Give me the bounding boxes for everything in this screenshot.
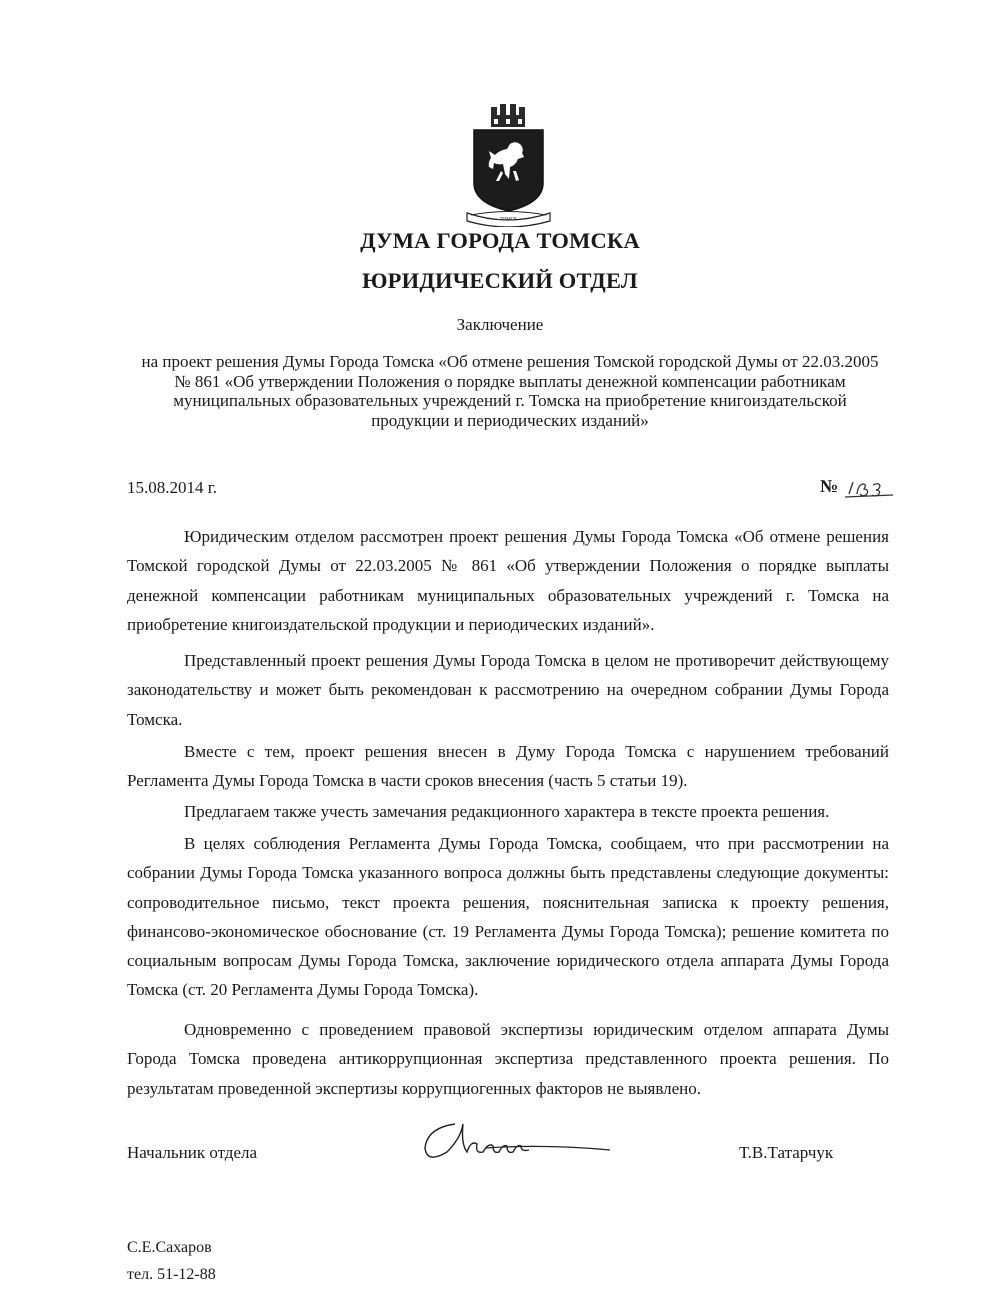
document-type: Заключение: [456, 315, 544, 334]
handwritten-number: [843, 476, 895, 498]
signatory-name: Т.В.Татарчук: [739, 1143, 834, 1162]
document-date: 15.08.2014 г.: [127, 478, 218, 497]
crest-motto: ТОМСК: [499, 217, 518, 223]
paragraph-4: Предлагаем также учесть замечания редакционного характера в тексте проекта решения.: [184, 802, 830, 821]
signatory-position: Начальник отдела: [127, 1143, 258, 1162]
organization-title: ДУМА ГОРОДА ТОМСКА: [360, 228, 640, 253]
paragraph-2: Представленный проект решения Думы Города Томска в целом не противоречит действующему законодательству и может быть рекомендован к рассмотрению на очередном собрании Думы Города Томска.: [127, 651, 889, 729]
executor-phone: тел. 51-12-88: [127, 1266, 216, 1283]
number-label: №: [820, 476, 839, 496]
executor-name: С.Е.Сахаров: [127, 1239, 212, 1256]
paragraph-6: Одновременно с проведением правовой экспертизы юридическим отделом аппарата Думы Города Томска проведена антикоррупционная экспертиза представленного проекта решения. По результатам проведенной экспертизы коррупциогенных факторов не выявлено.: [127, 1020, 889, 1098]
paragraph-1: Юридическим отделом рассмотрен проект решения Думы Города Томска «Об отмене решения Томской городской Думы от 22.03.2005 № 861 «Об утверждении Положения о порядке выплаты денежной компенсации работникам муниципальных образовательных учреждений г. Томска на приобретение книгоиздательской продукции и периодических изданий».: [127, 527, 889, 634]
document-number: [820, 476, 895, 498]
crown-icon: [491, 104, 525, 127]
handwritten-signature: [415, 1114, 615, 1166]
department-title: ЮРИДИЧЕСКИЙ ОТДЕЛ: [362, 268, 638, 293]
paragraph-3: Вместе с тем, проект решения внесен в Думу Города Томска с нарушением требований Регламента Думы Города Томска в части сроков внесения (часть 5 статьи 19).: [127, 742, 889, 791]
document-subject: на проект решения Думы Города Томска «Об отмене решения Томской городской Думы от 22.03.2005 № 861 «Об утверждении Положения о порядке выплаты денежной компенсации работникам муниципальных образовательных учреждений г. Томска на приобретение книгоиздательской продукции и периодических изданий»: [141, 352, 879, 430]
paragraph-5: В целях соблюдения Регламента Думы Города Томска, сообщаем, что при рассмотрении на собрании Думы Города Томска указанного вопроса должны быть представлены следующие документы: сопроводительное письмо, текст проекта решения, пояснительная записка к проекту решения, финансово-экономическое обоснование (ст. 19 Регламента Думы Города Томска); решение комитета по социальным вопросам Думы Города Томска, заключение юридического отдела аппарата Думы Города Томска (ст. 20 Регламента Думы Города Томска).: [127, 834, 889, 1000]
tomsk-coat-of-arms: [465, 103, 552, 227]
